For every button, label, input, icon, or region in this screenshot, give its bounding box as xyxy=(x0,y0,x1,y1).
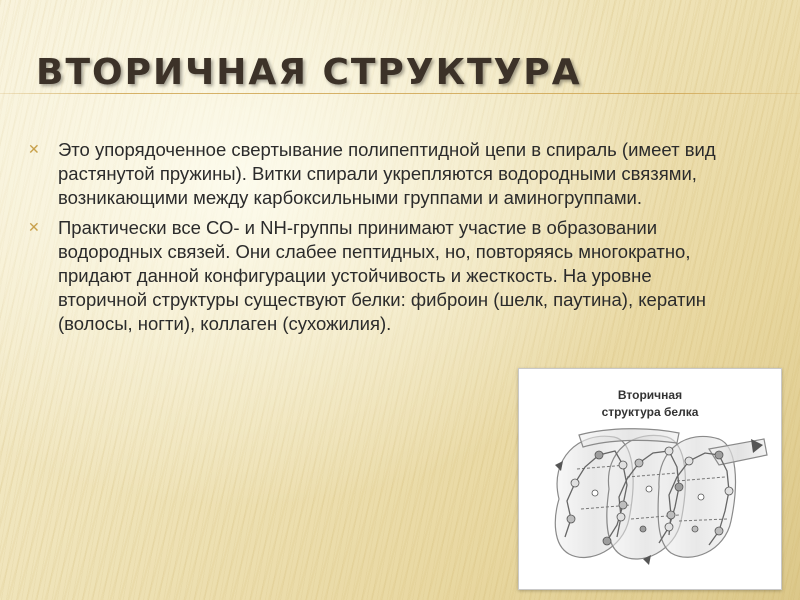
bullet-item xyxy=(28,216,728,336)
figure-caption-line-1: Вторичная xyxy=(617,388,683,402)
bullet-text: Практически все СО- и NH-группы принимают участие в образовании водородных связей. Они слабее пептидных, но, повторяясь многократно, придают данной конфигурации устойчивость и жесткость. На уровне вторичной структуры существуют белки: фиброин (шелк, паутина), кератин (волосы, ногти), коллаген (сухожилия). xyxy=(58,217,707,334)
alpha-helix-illustration xyxy=(519,369,781,589)
bullet-text: Это упорядоченное свертывание полипептидной цепи в спираль (имеет вид растянутой пружины). Витки спирали укрепляются водородными связями, возникающими между карбоксильными группами и аминогруппами. xyxy=(58,139,716,208)
slide-title: ВТОРИЧНАЯ СТРУКТУРА xyxy=(36,52,582,93)
x-mark-icon: ✕ xyxy=(28,219,40,235)
protein-helix-figure xyxy=(518,368,782,590)
title-underline xyxy=(0,93,800,94)
figure-caption-line-2: структура белка xyxy=(601,405,699,419)
bullet-item xyxy=(28,138,728,210)
x-mark-icon: ✕ xyxy=(28,141,40,157)
bullet-list xyxy=(28,138,728,342)
